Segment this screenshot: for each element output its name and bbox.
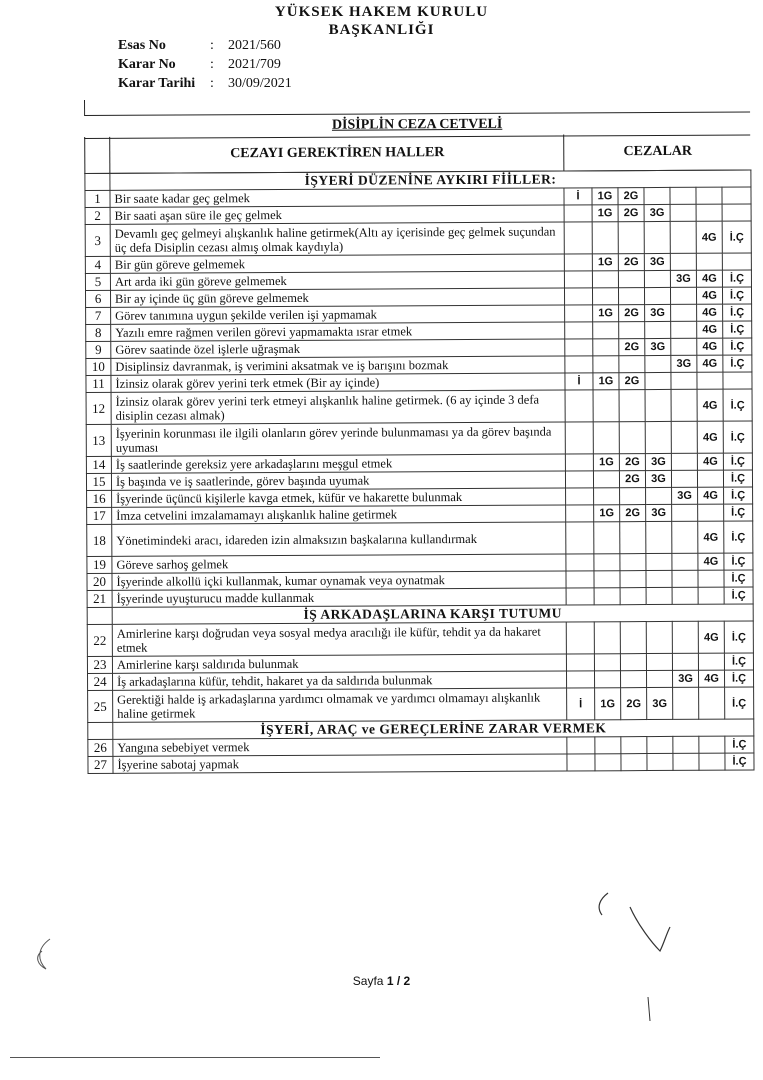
penalty-cell — [618, 288, 644, 305]
row-description: İzinsiz olarak görev yerini terk etmek (Bir ay içinde) — [111, 373, 565, 392]
penalty-cell — [645, 372, 671, 389]
penalty-cell: 2G — [619, 454, 645, 471]
penalty-cell — [698, 653, 724, 670]
penalty-cell — [620, 622, 646, 654]
row-description: Yangına sebebiyet vermek — [113, 737, 567, 756]
penalty-cell: 1G — [592, 188, 618, 205]
penalty-cell: 4G — [697, 321, 723, 338]
penalty-cell — [620, 488, 646, 505]
penalty-cell — [619, 356, 645, 373]
penalty-cell — [645, 389, 671, 421]
penalty-cell — [566, 488, 594, 505]
penalty-cell: 3G — [645, 470, 671, 487]
penalty-cell — [672, 570, 698, 587]
meta-colon: : — [210, 57, 214, 72]
penalty-cell — [722, 204, 751, 221]
penalty-cell — [646, 521, 672, 553]
penalty-cell: 1G — [592, 254, 618, 271]
row-description: Yönetimindeki aracı, idareden izin almaksızın başkalarına kullandırmak — [112, 522, 566, 556]
meta-row-tarih — [118, 74, 292, 93]
penalty-cell — [565, 471, 593, 488]
penalty-cell: 4G — [698, 670, 724, 687]
penalty-cell — [620, 671, 646, 688]
penalty-cell — [593, 356, 619, 373]
penalty-cell: 1G — [592, 205, 618, 222]
penalty-cell: 2G — [619, 471, 645, 488]
penalty-cell: 3G — [644, 204, 670, 221]
penalty-cell: 4G — [696, 287, 722, 304]
penalty-cell: 4G — [697, 355, 723, 372]
penalty-cell — [672, 587, 698, 604]
penalty-cell — [646, 587, 672, 604]
row-description: Disiplinsiz davranmak, iş verimini aksatmak ve iş barışını bozmak — [111, 356, 565, 375]
meta-label: Karar Tarihi — [118, 76, 196, 91]
penalty-cell — [644, 187, 670, 204]
row-number: 13 — [86, 424, 111, 456]
penalty-cell: İ.Ç — [723, 304, 752, 321]
row-description: Yazılı emre rağmen verilen görevi yapmamakta ısrar etmek — [111, 322, 565, 341]
penalty-cell — [566, 554, 594, 571]
penalty-cell: 1G — [593, 454, 619, 471]
penalty-cell — [592, 271, 618, 288]
penalty-cell: İ.Ç — [725, 753, 754, 770]
row-number: 3 — [85, 224, 110, 256]
penalty-cell — [697, 372, 723, 389]
penalty-cell — [671, 304, 697, 321]
penalty-cell — [566, 671, 594, 688]
row-number: 7 — [86, 307, 111, 324]
penalty-cell — [620, 654, 646, 671]
section-blank-cell — [85, 173, 110, 190]
penalty-cell — [564, 205, 592, 222]
penalty-cell: İ.Ç — [722, 221, 751, 253]
row-number: 10 — [86, 358, 111, 375]
row-description: İşyerinin korunması ile ilgili olanların görev yerinde bulunmaması ya da görev başında uyuması — [111, 422, 565, 456]
penalty-cell — [645, 355, 671, 372]
penalty-cell — [671, 338, 697, 355]
penalty-cell: 3G — [645, 304, 671, 321]
table-row — [86, 421, 752, 456]
penalty-cell: İ.Ç — [724, 570, 753, 587]
row-number: 15 — [86, 473, 111, 490]
penalty-cell — [671, 421, 697, 453]
penalty-cell — [644, 287, 670, 304]
penalty-cell — [645, 321, 671, 338]
page-total: 2 — [403, 974, 411, 988]
penalty-cell: İ.Ç — [724, 521, 753, 553]
penalty-cell — [594, 588, 620, 605]
row-description: Art arda iki gün göreve gelmemek — [110, 271, 564, 290]
meta-value: 2021/560 — [228, 38, 281, 53]
penalty-cell — [565, 422, 593, 454]
penalty-cell — [646, 487, 672, 504]
table-row — [88, 753, 754, 773]
penalty-cell — [647, 753, 673, 770]
meta-label: Karar No — [118, 57, 176, 72]
penalty-cell — [696, 253, 722, 270]
penalty-cell: 3G — [670, 270, 696, 287]
meta-colon: : — [210, 76, 214, 91]
penalty-cell — [698, 504, 724, 521]
penalty-cell: 1G — [593, 305, 619, 322]
penalty-cell: 2G — [618, 254, 644, 271]
row-number: 27 — [88, 756, 113, 773]
penalty-cell — [621, 754, 647, 771]
penalty-cell — [673, 687, 699, 719]
penalty-cell: 1G — [593, 373, 619, 390]
penalty-cell — [619, 422, 645, 454]
penalty-cell: İ.Ç — [723, 470, 752, 487]
penalty-cell: 3G — [646, 504, 672, 521]
section-title: İŞ ARKADAŞLARINA KARŞI TUTUMU — [112, 604, 753, 624]
page-separator: / — [396, 974, 401, 988]
penalty-cell — [566, 522, 594, 554]
penalty-cell — [672, 553, 698, 570]
row-number: 5 — [85, 273, 110, 290]
penalty-cell — [670, 287, 696, 304]
row-number: 16 — [87, 490, 112, 507]
penalty-cell: 1G — [595, 688, 621, 720]
table-row — [86, 389, 752, 424]
penalty-cell — [646, 621, 672, 653]
row-description: Bir saati aşan süre ile geç gelmek — [110, 205, 564, 224]
penalty-cell: İ — [564, 188, 592, 205]
row-number: 14 — [86, 456, 111, 473]
penalty-cell — [619, 390, 645, 422]
row-description: Bir saate kadar geç gelmek — [110, 188, 564, 207]
row-number: 22 — [87, 624, 112, 656]
penalty-cell — [566, 505, 594, 522]
penalty-cell — [647, 736, 673, 753]
penalty-cell: İ.Ç — [724, 653, 753, 670]
penalty-cell: İ.Ç — [723, 453, 752, 470]
penalty-cell: 4G — [697, 453, 723, 470]
row-number: 1 — [85, 190, 110, 207]
penalty-cell — [593, 322, 619, 339]
penalty-table-document — [84, 97, 755, 966]
penalty-cell — [593, 422, 619, 454]
row-description: Amirlerine karşı doğrudan veya sosyal medya aracılığı ile küfür, tehdit ya da hakaret etmek — [112, 622, 566, 656]
table-row — [88, 687, 754, 722]
row-number: 18 — [87, 524, 112, 556]
row-number: 6 — [85, 290, 110, 307]
row-description: Amirlerine karşı saldırıda bulunmak — [112, 654, 566, 673]
penalty-cell: İ.Ç — [724, 670, 753, 687]
penalty-cell: İ.Ç — [725, 736, 754, 753]
row-number: 21 — [87, 590, 112, 607]
penalty-cell — [670, 204, 696, 221]
section-title: İŞYERİ, ARAÇ ve GEREÇLERİNE ZARAR VERMEK — [113, 719, 754, 739]
row-description: İş saatlerinde gereksiz yere arkadaşlarını meşgul etmek — [111, 454, 565, 473]
penalty-cell — [699, 687, 725, 719]
row-number: 17 — [87, 507, 112, 524]
penalty-cell — [621, 737, 647, 754]
penalty-cell: 4G — [697, 338, 723, 355]
page-number — [0, 974, 763, 988]
penalty-cell — [722, 253, 751, 270]
institution-name: YÜKSEK HAKEM KURULU — [274, 4, 489, 20]
penalty-cell — [672, 521, 698, 553]
penalty-cell: 2G — [619, 305, 645, 322]
row-number: 12 — [86, 392, 111, 424]
penalty-cell — [566, 588, 594, 605]
penalty-cell: 4G — [697, 389, 723, 421]
row-number: 25 — [88, 690, 113, 722]
penalty-cell — [670, 187, 696, 204]
row-description: Görev saatinde özel işlerle uğraşmak — [111, 339, 565, 358]
penalty-cell — [699, 736, 725, 753]
penalty-cell: 3G — [645, 338, 671, 355]
penalty-cell — [646, 653, 672, 670]
header-penalties: CEZALAR — [563, 134, 751, 172]
penalty-cell — [565, 356, 593, 373]
row-number: 23 — [87, 656, 112, 673]
penalty-cell — [696, 187, 722, 204]
row-description: Gerektiği halde iş arkadaşlarına yardımcı olmamak ve yardımcı olmamayı alışkanlık haline getirmek — [113, 688, 567, 722]
penalty-cell — [620, 554, 646, 571]
penalty-cell: 3G — [672, 670, 698, 687]
penalty-cell — [672, 504, 698, 521]
penalty-cell: İ.Ç — [723, 321, 752, 338]
penalty-cell — [595, 754, 621, 771]
penalty-cell — [594, 654, 620, 671]
penalty-cell — [619, 322, 645, 339]
penalty-cell — [644, 270, 670, 287]
penalty-cell — [723, 372, 752, 389]
penalty-cell — [620, 588, 646, 605]
meta-row-esas — [118, 36, 292, 55]
penalty-cell — [564, 222, 592, 254]
header-conditions: CEZAYI GEREKTİREN HALLER — [109, 134, 564, 173]
penalty-cell: İ.Ç — [724, 487, 753, 504]
penalty-cell — [593, 390, 619, 422]
penalty-cell — [565, 390, 593, 422]
penalty-cell: İ.Ç — [724, 504, 753, 521]
penalty-cell: 4G — [698, 553, 724, 570]
penalty-cell — [671, 389, 697, 421]
penalty-cell — [645, 421, 671, 453]
department-name: BAŞKANLIĞI — [328, 22, 435, 38]
penalty-cell — [594, 488, 620, 505]
penalty-cell: İ.Ç — [723, 389, 752, 421]
meta-value: 30/09/2021 — [228, 76, 292, 91]
row-number: 9 — [86, 341, 111, 358]
penalty-cell — [722, 187, 751, 204]
penalty-cell — [671, 470, 697, 487]
penalty-cell: 2G — [620, 505, 646, 522]
penalty-cell — [671, 321, 697, 338]
penalty-cell — [620, 522, 646, 554]
penalty-cell — [618, 222, 644, 254]
table-row — [87, 621, 753, 656]
penalty-cell — [594, 522, 620, 554]
penalty-cell — [595, 737, 621, 754]
penalty-cell: İ.Ç — [725, 687, 754, 719]
meta-colon: : — [210, 38, 214, 53]
header-number-cell — [84, 137, 110, 174]
penalty-cell: İ — [567, 688, 595, 720]
penalty-cell — [592, 222, 618, 254]
penalty-cell — [564, 271, 592, 288]
penalty-cell: İ.Ç — [722, 287, 751, 304]
penalty-cell — [670, 221, 696, 253]
section-title: İŞYERİ DÜZENİNE AYKIRI FİİLLER: — [110, 170, 751, 190]
penalty-cell — [594, 622, 620, 654]
penalty-cell — [564, 288, 592, 305]
penalty-cell — [592, 288, 618, 305]
penalty-cell: İ — [565, 373, 593, 390]
row-description: İşyerinde uyuşturucu madde kullanmak — [112, 588, 566, 607]
table-row — [85, 221, 751, 256]
penalty-cell — [673, 736, 699, 753]
row-description: İş başında ve iş saatlerinde, görev başında uyumak — [111, 471, 565, 490]
penalty-cell — [620, 571, 646, 588]
row-description: Devamlı geç gelmeyi alışkanlık haline getirmek(Altı ay içerisinde geç gelmek suçundan üç defa Disiplin cezası almış olmak kaydıyla) — [110, 222, 564, 256]
meta-label: Esas No — [118, 38, 166, 53]
penalty-cell: 4G — [697, 304, 723, 321]
penalty-cell — [565, 339, 593, 356]
row-description: Bir ay içinde üç gün göreve gelmemek — [110, 288, 564, 307]
margin-pen-mark — [30, 935, 70, 975]
penalty-cell: 3G — [671, 355, 697, 372]
row-number: 26 — [88, 739, 113, 756]
row-number: 8 — [86, 324, 111, 341]
row-description: İşyerinde üçüncü kişilerle kavga etmek, küfür ve hakarette bulunmak — [112, 488, 566, 507]
row-number: 19 — [87, 556, 112, 573]
row-description: İşyerinde alkollü içki kullanmak, kumar oynamak veya oynatmak — [112, 571, 566, 590]
handwritten-signature — [590, 885, 680, 1025]
penalty-cell: 1G — [594, 505, 620, 522]
row-description: İşyerine sabotaj yapmak — [113, 754, 567, 773]
penalty-cell: 2G — [618, 205, 644, 222]
penalty-cell: 3G — [672, 487, 698, 504]
penalty-cell: İ.Ç — [723, 355, 752, 372]
section-blank-cell — [88, 722, 113, 739]
penalty-cell — [566, 622, 594, 654]
table-title: DİSİPLİN CEZA CETVELİ — [84, 112, 750, 139]
penalty-cell — [698, 587, 724, 604]
penalty-cell: 4G — [698, 487, 724, 504]
penalty-cell: 4G — [698, 521, 724, 553]
penalty-cell — [670, 253, 696, 270]
penalty-cell — [671, 372, 697, 389]
penalty-cell: İ.Ç — [724, 553, 753, 570]
penalty-cell: 4G — [696, 221, 722, 253]
row-description: İmza cetvelini imzalamamayı alışkanlık haline getirmek — [112, 505, 566, 524]
penalty-cell — [671, 453, 697, 470]
penalty-cell — [593, 471, 619, 488]
penalty-cell — [594, 571, 620, 588]
row-description: Görev tanımına uygun şekilde verilen işi yapmamak — [111, 305, 565, 324]
penalty-cell — [567, 737, 595, 754]
section-blank-cell — [87, 607, 112, 624]
penalty-cell — [594, 554, 620, 571]
penalty-cell: İ.Ç — [724, 587, 753, 604]
meta-row-karar — [118, 55, 292, 74]
penalty-cell: 4G — [698, 621, 724, 653]
penalty-cell: 3G — [647, 687, 673, 719]
penalty-cell — [564, 254, 592, 271]
penalty-cell — [565, 305, 593, 322]
penalty-cell — [646, 553, 672, 570]
penalty-cell: 3G — [645, 453, 671, 470]
case-meta — [118, 36, 292, 93]
penalty-cell — [696, 204, 722, 221]
bottom-scan-line — [10, 1057, 380, 1058]
page-current: 1 — [386, 974, 394, 988]
penalty-cell — [672, 653, 698, 670]
penalty-cell: 2G — [618, 188, 644, 205]
page-label: Sayfa — [352, 974, 384, 988]
row-number: 4 — [85, 256, 110, 273]
penalty-cell: 2G — [621, 688, 647, 720]
row-number: 20 — [87, 573, 112, 590]
penalty-cell — [593, 339, 619, 356]
penalty-cell — [646, 570, 672, 587]
penalty-cell — [673, 753, 699, 770]
penalty-cell: 2G — [619, 339, 645, 356]
penalty-cell — [618, 271, 644, 288]
penalty-cell — [699, 753, 725, 770]
penalty-cell — [565, 454, 593, 471]
meta-value: 2021/709 — [228, 57, 281, 72]
penalty-cell — [566, 571, 594, 588]
penalty-cell: 2G — [619, 373, 645, 390]
row-description: Bir gün göreve gelmemek — [110, 254, 564, 273]
row-description: İzinsiz olarak görev yerini terk etmeyi alışkanlık haline getirmek. (6 ay içinde 3 defa disiplin cezası almak) — [111, 390, 565, 424]
table-row — [87, 521, 753, 556]
row-description: İş arkadaşlarına küfür, tehdit, hakaret ya da saldırıda bulunmak — [113, 671, 567, 690]
penalty-cell: 4G — [696, 270, 722, 287]
penalty-cell — [566, 654, 594, 671]
penalty-cell — [672, 621, 698, 653]
row-number: 24 — [88, 673, 113, 690]
penalty-cell — [565, 322, 593, 339]
row-number: 2 — [85, 207, 110, 224]
penalty-cell: İ.Ç — [724, 621, 753, 653]
penalty-cell — [698, 570, 724, 587]
row-number: 11 — [86, 375, 111, 392]
penalty-cell: İ.Ç — [723, 421, 752, 453]
penalty-cell: İ.Ç — [722, 270, 751, 287]
penalty-cell — [644, 221, 670, 253]
penalty-cell: İ.Ç — [723, 338, 752, 355]
penalty-cell — [697, 470, 723, 487]
penalty-cell — [594, 671, 620, 688]
penalty-rows-table — [84, 170, 754, 774]
row-description: Göreve sarhoş gelmek — [112, 554, 566, 573]
penalty-cell — [567, 754, 595, 771]
penalty-cell: 4G — [697, 421, 723, 453]
penalty-cell: 3G — [644, 253, 670, 270]
penalty-cell — [646, 670, 672, 687]
